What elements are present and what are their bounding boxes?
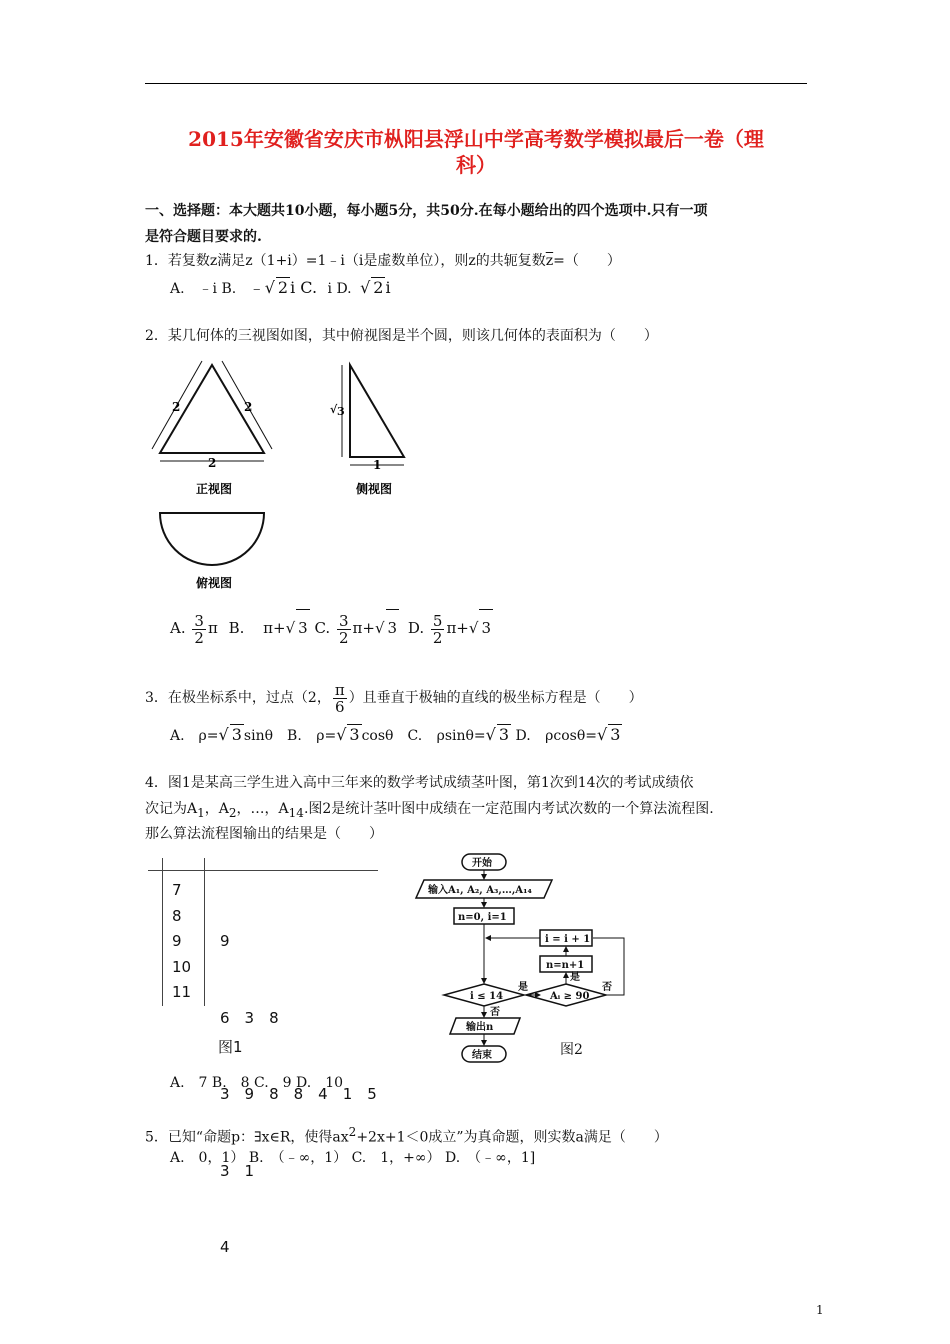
q4-options: A. 7 B. 8 C. 9 D. 10 xyxy=(170,1075,344,1091)
q2-options: A. $\frac{3}{2}$ π B. π+√ 3 C. $\frac{3}{2} \pi+√$ 3 D. $\frac{5}{2} \pi+√$ 3 xyxy=(170,609,493,646)
stem-leaf-divider xyxy=(204,858,205,1006)
q4-line2: 次记为$A_1$，$A_2$，…，$A_{14}$.图2是统计茎叶图中成绩在一定范围内考试次数的一个算法流程图. xyxy=(145,801,714,820)
side-view-label: 侧视图 xyxy=(356,482,393,496)
section-header-line2: 是符合题目要求的. xyxy=(145,229,262,245)
front-view-label: 正视图 xyxy=(196,482,233,496)
page-title-line2: 科） xyxy=(456,153,496,177)
svg-text:开始: 开始 xyxy=(472,858,492,869)
side-view-triangle xyxy=(350,365,404,457)
svg-text:是: 是 xyxy=(570,972,580,983)
svg-text:√: √ xyxy=(330,403,338,416)
svg-text:否: 否 xyxy=(602,982,612,993)
q4-line1: 4．图1是某高三学生进入高中三年来的数学考试成绩茎叶图，第1次到14次的考试成绩依 xyxy=(145,775,694,791)
q2-a-fraction: $\frac{3}{2}$ xyxy=(194,611,204,647)
leaf-column: 9 6 3 8 3 9 8 8 4 1 5 3 1 4 xyxy=(220,932,377,1256)
stem-column: 7 8 9 10 11 xyxy=(172,881,192,1001)
algorithm-flowchart xyxy=(410,850,650,1070)
q5-options: A. 0，1） B. （﹣∞，1） C. 1，+∞） D. （﹣∞，1] xyxy=(170,1150,536,1166)
page-number: 1 xyxy=(816,1303,824,1317)
q1-conjugate-z: $\overline{z}$ xyxy=(545,253,554,269)
three-view-figure xyxy=(140,355,430,595)
section-header-line1: 一、选择题：本大题共10小题，每小题5分，共50分.在每小题给出的四个选项中.只有一项 xyxy=(145,203,708,219)
svg-text:否: 否 xyxy=(490,1007,500,1018)
svg-text:n=n+1: n=n+1 xyxy=(546,960,585,971)
svg-text:n=0, i=1: n=0, i=1 xyxy=(458,912,507,923)
svg-text:输入A₁, A₂, A₃,…,A₁₄: 输入A₁, A₂, A₃,…,A₁₄ xyxy=(428,885,532,896)
q3-pi-over-6: $\frac{\pi}{6}$ xyxy=(334,680,345,716)
top-view-semicircle xyxy=(160,513,264,565)
top-view-label: 俯视图 xyxy=(196,576,233,590)
side-width-label: 1 xyxy=(373,458,382,472)
svg-text:输出n: 输出n xyxy=(466,1022,494,1033)
fig1-label: 图1 xyxy=(218,1038,243,1056)
svg-text:是: 是 xyxy=(518,982,528,993)
q2-c-fraction: $\frac{3}{2}$ xyxy=(338,611,349,647)
fig2-label: 图2 xyxy=(560,1042,583,1058)
q3-stem: 3．在极坐标系中，过点（2， $\frac{\pi}{6}$ ）且垂直于极轴的直线的极坐标方程是（ ） xyxy=(145,680,643,716)
q4-line3: 那么算法流程图输出的结果是（ ） xyxy=(145,826,383,842)
svg-text:i = i + 1: i = i + 1 xyxy=(545,934,591,945)
q2-d-fraction: $\frac{5}{2}$ xyxy=(432,611,443,647)
svg-text:结束: 结束 xyxy=(472,1050,492,1061)
front-right-length: 2 xyxy=(244,400,253,414)
page-title-line1: 2015年安徽省安庆市枞阳县浮山中学高考数学模拟最后一卷（理 xyxy=(188,127,764,151)
front-base-length: 2 xyxy=(208,456,217,470)
svg-text:i ≤ 14: i ≤ 14 xyxy=(470,991,504,1002)
q2-stem: 2．某几何体的三视图如图，其中俯视图是半个圆，则该几何体的表面积为（ ） xyxy=(145,328,658,344)
svg-text:Aᵢ ≥ 90: Aᵢ ≥ 90 xyxy=(550,991,590,1002)
q1-stem: 1．若复数z满足z（1+i）=1﹣i（i是虚数单位），则z的共轭复数$\overline{z}=$（ ） xyxy=(145,253,621,269)
q5-stem: 5．已知“命题p：∃x∈R，使得$ax^2+2x+1<0$成立”为真命题，则实数a满足（ ） xyxy=(145,1125,668,1146)
side-height-label: 3 xyxy=(337,405,345,418)
front-left-length: 2 xyxy=(172,400,181,414)
stem-leaf-top-rule xyxy=(148,870,378,871)
q1-options: A. ﹣i B. ﹣√ 2 i C. i D. √ 2 i xyxy=(170,278,391,297)
q3-options: A. ρ=√ 3 sinθ B. ρ=√ 3 cosθ C. ρsinθ=√ 3 D. ρcosθ=√ 3 xyxy=(170,725,621,744)
top-rule xyxy=(145,83,807,84)
